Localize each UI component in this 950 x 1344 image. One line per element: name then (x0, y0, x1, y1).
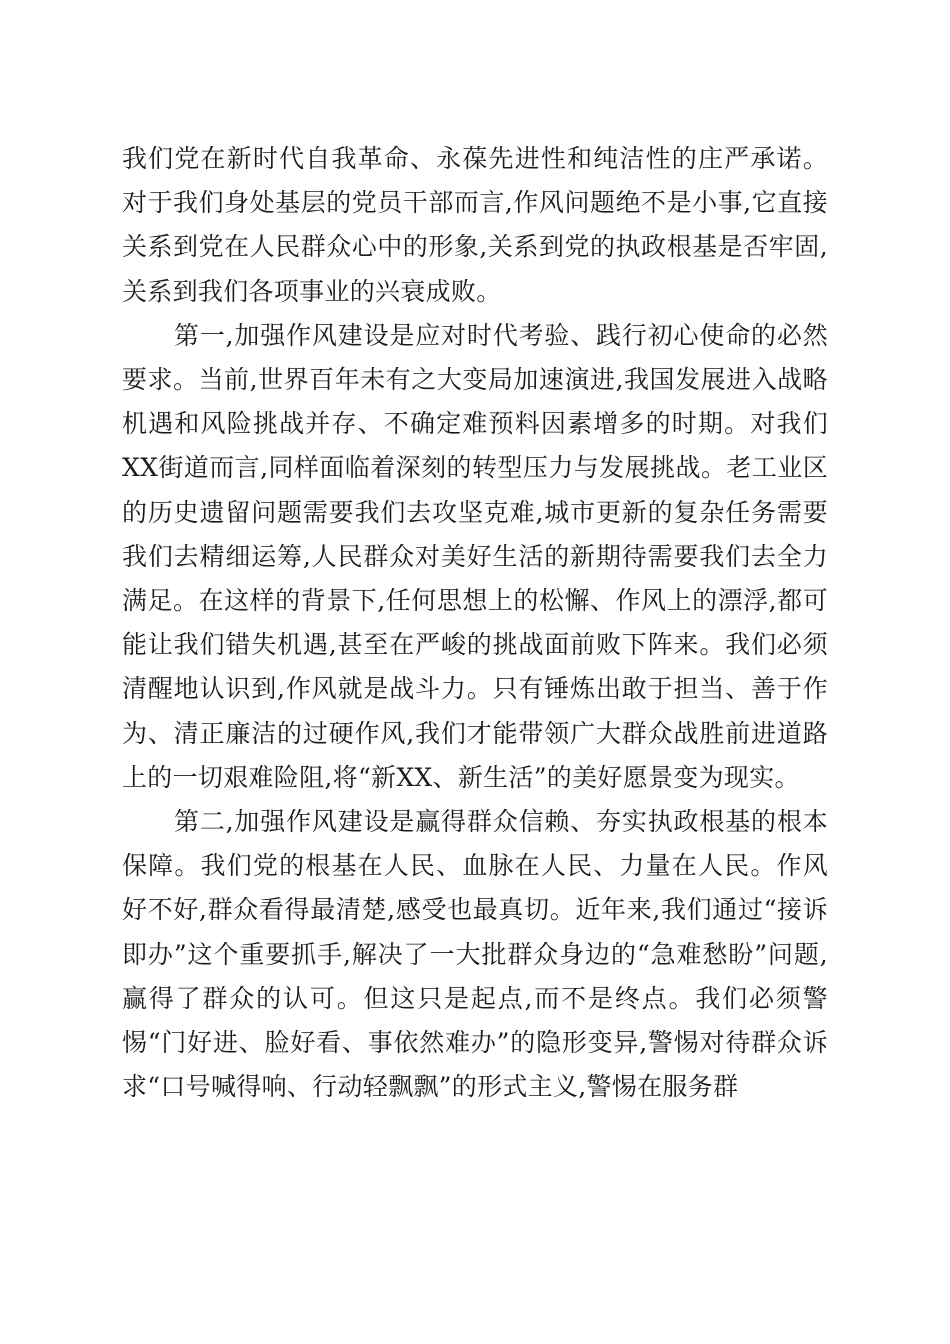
document-body (122, 137, 828, 1109)
paragraph-second-point: 第二,加强作风建设是赢得群众信赖、夯实执政根基的根本保障。我们党的根基在人民、血脉在人民、力量在人民。作风好不好,群众看得最清楚,感受也最真切。近年来,我们通过“接诉即办”这个重要抓手,解决了一大批群众身边的“急难愁盼”问题,赢得了群众的认可。但这只是起点,而不是终点。我们必须警惕“门好进、脸好看、事依然难办”的隐形变异,警惕对待群众诉求“口号喊得响、行动轻飘飘”的形式主义,警惕在服务群 (122, 807, 828, 1102)
paragraph-continuation: 我们党在新时代自我革命、永葆先进性和纯洁性的庄严承诺。对于我们身处基层的党员干部而言,作风问题绝不是小事,它直接关系到党在人民群众心中的形象,关系到党的执政根基是否牢固,关系到我们各项事业的兴衰成败。 (122, 144, 828, 306)
paragraph-first-point: 第一,加强作风建设是应对时代考验、践行初心使命的必然要求。当前,世界百年未有之大变局加速演进,我国发展进入战略机遇和风险挑战并存、不确定难预料因素增多的时期。对我们XX街道而言,同样面临着深刻的转型压力与发展挑战。老工业区的历史遗留问题需要我们去攻坚克难,城市更新的复杂任务需要我们去精细运筹,人民群众对美好生活的新期待需要我们去全力满足。在这样的背景下,任何思想上的松懈、作风上的漂浮,都可能让我们错失机遇,甚至在严峻的挑战面前败下阵来。我们必须清醒地认识到,作风就是战斗力。只有锤炼出敢于担当、善于作为、清正廉洁的过硬作风,我们才能带领广大群众战胜前进道路上的一切艰难险阻,将“新XX、新生活”的美好愿景变为现实。 (122, 320, 828, 792)
